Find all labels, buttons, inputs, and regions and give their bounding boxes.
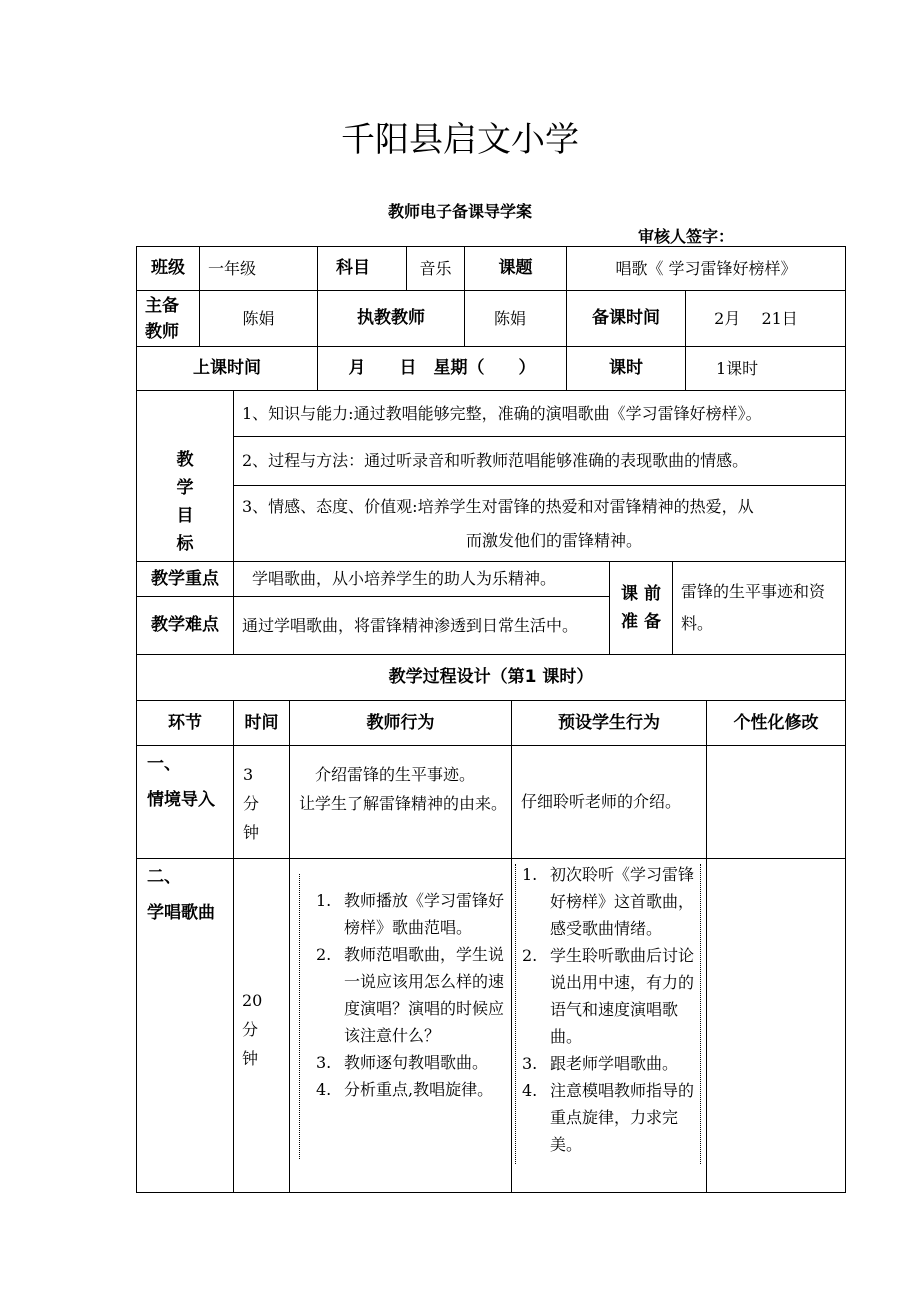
topic-label: 课题 [498, 258, 533, 279]
list-number: 3. [316, 1053, 332, 1072]
column-separator [700, 864, 701, 1164]
list-item [522, 861, 704, 942]
lead-teacher-label-line2: 教师 [145, 321, 179, 342]
teacher-action-line: 让学生了解雷锋精神的由来。 [299, 794, 508, 813]
prep-label [610, 562, 672, 654]
document-title: 教师电子备课导学案 [387, 202, 532, 221]
list-text: 注意模唱教师指导的重点旋律，力求完美。 [550, 1081, 695, 1154]
prep-value: 雷锋的生平事迹和资料。 [681, 582, 826, 633]
objective-item-3-line1: 3、情感、态度、价值观:培养学生对雷锋的热爱和对雷锋精神的热爱，从 [242, 496, 754, 516]
list-text: 教师逐句教唱歌曲。 [344, 1053, 489, 1072]
objective-item-1: 1、知识与能力:通过教唱能够完整，准确的演唱歌曲《学习雷锋好榜样》。 [242, 403, 762, 423]
class-label: 班级 [151, 258, 185, 279]
list-text: 跟老师学唱歌曲。 [550, 1054, 679, 1073]
objectives-label-char: 目 [176, 506, 194, 526]
key-point-label: 教学重点 [151, 568, 219, 589]
table-row-student: 仔细聆听老师的介绍。 [521, 792, 682, 812]
list-item [316, 1049, 510, 1076]
stage-number: 二、 [147, 867, 181, 887]
stage-name: 情境导入 [147, 790, 215, 810]
list-item [316, 887, 510, 941]
header-stage: 环节 [168, 712, 202, 733]
list-item [522, 1050, 704, 1077]
header-time: 时间 [244, 712, 279, 733]
table-row-time [234, 986, 289, 1081]
objective-item-3 [242, 486, 844, 561]
time-char: 钟 [242, 1049, 259, 1068]
time-char: 分 [243, 794, 260, 813]
school-title: 千阳县启文小学 [341, 120, 579, 160]
class-time-value: 月 日 星期（ ） [348, 358, 536, 379]
time-char: 3 [243, 765, 254, 784]
key-point-value: 学唱歌曲，从小培养学生的助人为乐精神。 [252, 569, 557, 589]
prep-time-label: 备课时间 [592, 308, 660, 329]
table-row-teacher [299, 760, 507, 855]
list-item [522, 942, 704, 1050]
prep-time-value: 2月 21日 [714, 308, 798, 328]
list-text: 初次聆听《学习雷锋好榜样》这首歌曲，感受歌曲情绪。 [550, 865, 695, 938]
stage-name: 学唱歌曲 [147, 903, 215, 923]
objectives-label [137, 391, 233, 561]
objective-item-3-line2: 而激发他们的雷锋精神。 [466, 530, 643, 550]
lead-teacher-label-line1: 主备 [145, 295, 179, 316]
header-personal-edit: 个性化修改 [733, 712, 819, 733]
list-text: 教师播放《学习雷锋好榜样》歌曲范唱。 [344, 891, 505, 937]
reviewer-signature-label: 审核人签字： [638, 227, 735, 246]
exec-teacher-value: 陈娟 [493, 308, 526, 328]
difficulty-label: 教学难点 [151, 615, 219, 636]
stage-number: 一、 [147, 754, 181, 774]
objective-item-2: 2、过程与方法：通过听录音和听教师范唱能够准确的表现歌曲的情感。 [242, 451, 749, 471]
time-char: 钟 [243, 823, 260, 842]
list-number: 1. [316, 891, 332, 910]
list-text: 分析重点,教唱旋律。 [344, 1080, 494, 1099]
header-teacher-action: 教师行为 [366, 712, 435, 733]
list-number: 4. [316, 1080, 332, 1099]
time-char: 20 [242, 991, 263, 1010]
list-number: 4. [522, 1081, 538, 1100]
process-section-title: 教学过程设计（第1 课时） [388, 667, 594, 688]
list-number: 2. [522, 946, 538, 965]
table-row-student [522, 861, 704, 1181]
list-number: 1. [522, 865, 538, 884]
subject-label: 科目 [336, 258, 370, 279]
list-text: 学生聆听歌曲后讨论说出用中速，有力的语气和速度演唱歌曲。 [550, 946, 695, 1046]
table-row-teacher [316, 887, 510, 1187]
objectives-label-char: 标 [176, 534, 194, 554]
list-item [316, 941, 510, 1049]
prep-label-line2: 准 备 [621, 612, 661, 632]
periods-value: 1课时 [716, 358, 759, 378]
list-number: 2. [316, 945, 332, 964]
list-number: 3. [522, 1054, 538, 1073]
time-char: 分 [242, 1020, 259, 1039]
subject-value: 音乐 [419, 258, 452, 278]
topic-value: 唱歌《 学习雷锋好榜样》 [615, 258, 797, 278]
header-student-action: 预设学生行为 [558, 712, 660, 733]
list-item [522, 1077, 704, 1158]
table-row-time [234, 760, 289, 855]
lead-teacher-label [137, 291, 199, 346]
column-separator [515, 864, 516, 1164]
class-time-label: 上课时间 [193, 358, 261, 379]
periods-label: 课时 [609, 358, 643, 379]
list-text: 教师范唱歌曲，学生说一说应该用怎么样的速度演唱？演唱的时候应该注意什么？ [344, 945, 505, 1045]
table-row-stage [137, 859, 233, 1192]
difficulty-value: 通过学唱歌曲，将雷锋精神渗透到日常生活中。 [242, 615, 579, 635]
lead-teacher-value: 陈娟 [242, 308, 275, 328]
list-item [316, 1076, 510, 1103]
class-value: 一年级 [208, 258, 257, 278]
column-separator [299, 874, 300, 1159]
prep-label-line1: 课 前 [621, 584, 661, 604]
objectives-label-char: 学 [176, 478, 194, 498]
objectives-label-char: 教 [176, 450, 194, 470]
exec-teacher-label: 执教教师 [357, 308, 425, 329]
teacher-action-line: 介绍雷锋的生平事迹。 [315, 765, 476, 784]
table-row-stage [137, 746, 233, 858]
